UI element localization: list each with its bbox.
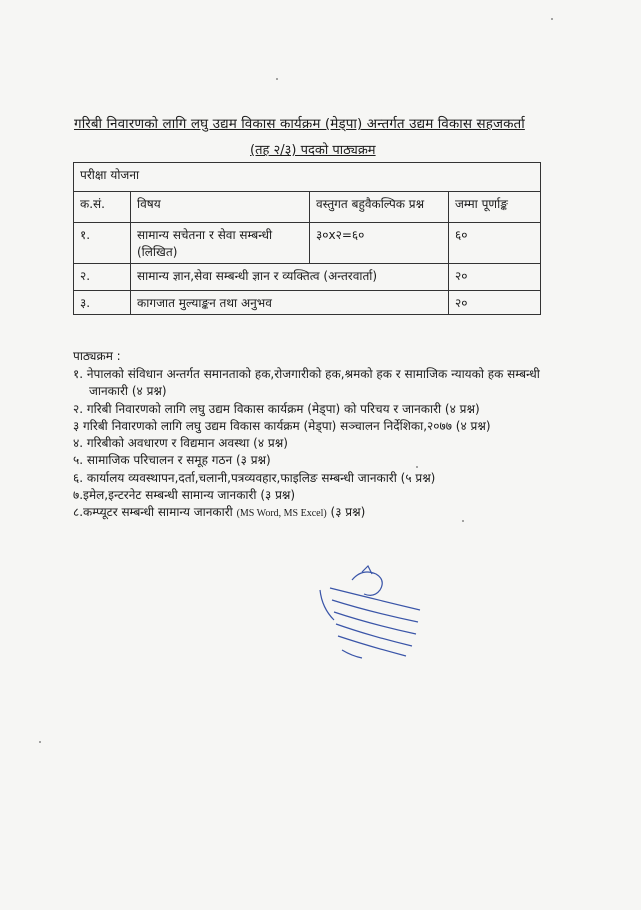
- header-subject: विषय: [131, 192, 310, 223]
- table-caption: परीक्षा योजना: [74, 163, 541, 192]
- syllabus-item: १. नेपालको संविधान अन्तर्गत समानताको हक,रोजगारीको हक,श्रमको हक र सामाजिक न्यायको हक सम्बन्धी जानकारी (४ प्रश्न): [73, 367, 540, 399]
- stamp-stroke: [320, 590, 334, 620]
- scan-speck: [462, 520, 464, 522]
- scan-speck: [416, 466, 418, 468]
- header-mcq: वस्तुगत बहुवैकल्पिक प्रश्न: [310, 192, 449, 223]
- scan-speck: [276, 78, 278, 80]
- row-mcq: ३०x२=६०: [310, 223, 449, 264]
- row-total: ६०: [449, 223, 541, 264]
- row-subject: सामान्य ज्ञान,सेवा सम्बन्धी ज्ञान र व्यक्तित्व (अन्तरवार्ता): [131, 264, 449, 291]
- stamp-emblem-icon: [352, 572, 382, 595]
- syllabus-item-software: (MS Word, MS Excel): [236, 508, 327, 520]
- stamp-text-line: [334, 612, 416, 634]
- syllabus-item: ७.इमेल,इन्टरनेट सम्बन्धी सामान्य जानकारी (३ प्रश्न): [73, 488, 296, 503]
- row-sn: ३.: [74, 291, 131, 315]
- syllabus-item: ५. सामाजिक परिचालन र समूह गठन (३ प्रश्न): [73, 453, 271, 468]
- row-sn: १.: [74, 223, 131, 264]
- stamp-text-line: [332, 600, 418, 622]
- syllabus-item: ३ गरिबी निवारणको लागि लघु उद्यम विकास कार्यक्रम (मेड्पा) सञ्चालन निर्देशिका,२०७७ (४ प्रश्न): [73, 418, 491, 433]
- syllabus-item: [73, 504, 573, 522]
- table-row: [74, 264, 541, 291]
- header-sn: क.सं.: [74, 192, 131, 223]
- stamp-text-line: [330, 588, 420, 610]
- syllabus-heading: पाठ्यक्रम :: [73, 349, 121, 363]
- row-sn: २.: [74, 264, 131, 291]
- stamp-text-line: [342, 650, 362, 658]
- syllabus-list: [73, 366, 573, 523]
- header-total: जम्मा पूर्णाङ्क: [449, 192, 541, 223]
- syllabus-item: ६. कार्यालय व्यवस्थापन,दर्ता,चलानी,पत्रव्यवहार,फाइलिङ सम्बन्धी जानकारी (५ प्रश्न): [73, 470, 436, 485]
- table-header-row: [74, 192, 541, 223]
- office-seal-stamp: [312, 560, 432, 670]
- document-subtitle: (तह २/३) पदको पाठ्यक्रम: [250, 143, 376, 158]
- syllabus-item-count: (३ प्रश्न): [326, 505, 366, 520]
- syllabus-item-text: ८.कम्प्यूटर सम्बन्धी सामान्य जानकारी: [73, 505, 237, 520]
- row-total: २०: [449, 264, 541, 291]
- document-title: गरिबी निवारणको लागि लघु उद्यम विकास कार्यक्रम (मेड्पा) अन्तर्गत उद्यम विकास सहजकर्ता: [74, 116, 525, 132]
- syllabus-item: ४. गरिबीको अवधारण र विद्यमान अवस्था (४ प्रश्न): [73, 436, 288, 451]
- exam-plan-table: [73, 162, 541, 315]
- row-total: २०: [449, 291, 541, 315]
- row-subject: सामान्य सचेतना र सेवा सम्बन्धी (लिखित): [131, 223, 310, 264]
- table-caption-row: [74, 163, 541, 192]
- row-subject: कागजात मुल्याङ्कन तथा अनुभव: [131, 291, 449, 315]
- stamp-text-line: [336, 624, 412, 646]
- scan-speck: [39, 741, 41, 743]
- syllabus-item: २. गरिबी निवारणको लागि लघु उद्यम विकास कार्यक्रम (मेड्पा) को परिचय र जानकारी (४ प्रश्न): [73, 401, 480, 416]
- table-row: [74, 223, 541, 264]
- scan-speck: [551, 18, 553, 20]
- table-row: [74, 291, 541, 315]
